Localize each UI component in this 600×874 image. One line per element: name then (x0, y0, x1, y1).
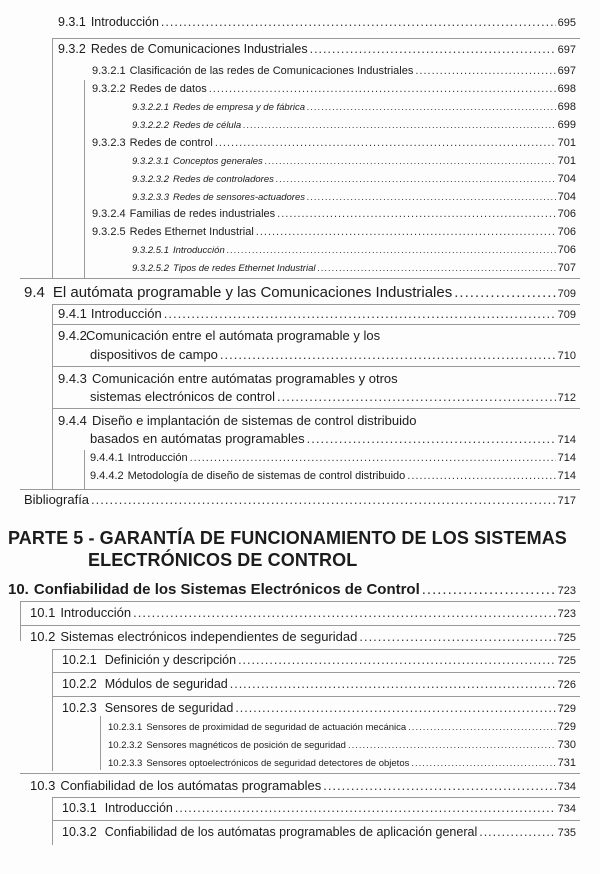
leader-dots (415, 65, 555, 77)
toc-entry[interactable] (92, 137, 576, 149)
toc-entry[interactable] (132, 244, 576, 256)
separator-line (20, 773, 580, 774)
toc-title-continuation: sistemas electrónicos de control (90, 389, 275, 404)
toc-entry[interactable] (30, 629, 576, 644)
toc-entry[interactable] (108, 757, 576, 769)
toc-number: 10.2.3.1 (108, 722, 143, 733)
leader-dots (348, 740, 556, 751)
toc-title: Introducción (127, 452, 188, 464)
toc-page-number: 734 (557, 781, 576, 793)
toc-page-number: 701 (557, 155, 576, 167)
leader-dots (91, 492, 556, 507)
toc-title-continuation: dispositivos de campo (90, 347, 218, 362)
toc-title: Redes de Comunicaciones Industriales (90, 42, 308, 56)
leader-dots (307, 102, 556, 113)
toc-page-number: 726 (557, 679, 576, 691)
separator-line (52, 366, 580, 367)
toc-number: 9.3.2.2 (92, 83, 126, 95)
toc-title: Confiabilidad de los autómatas programables (60, 778, 322, 793)
separator-line (20, 278, 580, 279)
leader-dots (220, 347, 556, 362)
toc-number: 10.3 (30, 778, 56, 793)
toc-title-continuation: basados en autómatas programables (90, 431, 305, 446)
separator-line (20, 625, 580, 626)
toc-entry[interactable] (24, 284, 576, 301)
leader-dots (411, 758, 555, 769)
leader-dots (243, 120, 556, 131)
toc-title: Sensores magnéticos de posición de seguridad (146, 740, 346, 751)
toc-page-number: 699 (557, 119, 576, 131)
toc-page-number: 734 (557, 803, 576, 815)
leader-dots (256, 226, 556, 238)
leader-dots (277, 389, 556, 404)
toc-number: 9.3.2 (58, 42, 86, 56)
separator-line (52, 324, 580, 325)
toc-page-number: 723 (557, 585, 576, 597)
toc-title: Tipos de redes Ethernet Industrial (172, 263, 316, 274)
toc-number: 9.4.1 (58, 306, 87, 321)
leader-dots (161, 15, 556, 29)
toc-number: 9.4.4.2 (90, 470, 124, 482)
leader-dots (164, 306, 556, 321)
separator-line (52, 797, 580, 798)
toc-number: 9.3.2.2.1 (132, 102, 169, 113)
leader-dots (454, 284, 555, 301)
toc-title: Familias de redes industriales (129, 208, 276, 220)
toc-entry[interactable] (62, 677, 576, 691)
toc-title: Confiabilidad de los Sistemas Electrónicos de Control (33, 581, 420, 598)
leader-dots (276, 174, 556, 185)
toc-number: 9.3.2.5.2 (132, 263, 169, 274)
separator-line (52, 820, 580, 821)
separator-line (20, 489, 580, 490)
toc-entry[interactable] (92, 208, 576, 220)
toc-title: Confiabilidad de los autómatas programables de aplicación general (104, 825, 478, 839)
toc-number: 10.2.2 (62, 677, 97, 691)
toc-number: 9.4.3 (58, 371, 87, 386)
toc-entry[interactable] (108, 739, 576, 751)
toc-number: 9.3.2.3.3 (132, 192, 169, 203)
toc-entry[interactable] (132, 101, 576, 113)
toc-page-number: 725 (557, 632, 576, 644)
leader-dots (307, 431, 556, 446)
toc-page-number: 714 (557, 470, 576, 482)
toc-title: Sensores de proximidad de seguridad de actuación mecánica (146, 722, 407, 733)
toc-entry[interactable] (92, 83, 576, 95)
leader-dots (235, 701, 555, 715)
separator-line (84, 80, 85, 278)
separator-line (52, 408, 580, 409)
toc-entry[interactable] (62, 825, 576, 839)
toc-number: 10. (8, 581, 29, 598)
toc-page-number: 710 (557, 350, 576, 362)
leader-dots (408, 722, 555, 733)
toc-title[interactable]: Comunicación entre el autómata programable y los (86, 328, 381, 343)
toc-entry[interactable] (24, 492, 576, 507)
toc-number: 10.1 (30, 605, 56, 620)
toc-page-number: 717 (557, 495, 576, 507)
leader-dots (323, 778, 555, 793)
leader-dots (422, 581, 556, 598)
toc-entry[interactable] (92, 226, 576, 238)
toc-number: 9.3.2.5.1 (132, 245, 169, 256)
toc-number: 9.4.4 (58, 413, 87, 428)
separator-line (20, 601, 21, 641)
toc-title: Redes de controladores (172, 174, 274, 185)
toc-page-number: 714 (557, 452, 576, 464)
toc-page-number: 706 (557, 208, 576, 220)
toc-entry[interactable] (132, 119, 576, 131)
toc-title: Conceptos generales (172, 156, 263, 167)
toc-number: 9.4.2 (58, 328, 87, 343)
leader-dots (317, 263, 555, 274)
leader-dots (209, 83, 556, 95)
toc-number: 10.2.3 (62, 701, 97, 715)
toc-title: Introducción (172, 245, 225, 256)
toc-title: Redes Ethernet Industrial (129, 226, 254, 238)
leader-dots (307, 192, 556, 203)
toc-page-number: 709 (557, 288, 576, 300)
toc-entry[interactable] (132, 155, 576, 167)
toc-page-number: 698 (557, 83, 576, 95)
toc-number: 10.3.1 (62, 801, 97, 815)
toc-page-number: 714 (557, 434, 576, 446)
toc-title: Redes de datos (129, 83, 207, 95)
toc-title: Sistemas electrónicos independientes de seguridad (60, 629, 358, 644)
toc-number: 10.3.2 (62, 825, 97, 839)
toc-page-number: 706 (557, 244, 576, 256)
leader-dots (230, 677, 556, 691)
separator-line (52, 649, 53, 771)
toc-entry[interactable] (132, 173, 576, 185)
toc-page-number: 735 (557, 827, 576, 839)
toc-entry[interactable] (62, 801, 576, 815)
leader-dots (479, 825, 555, 839)
toc-entry[interactable] (58, 42, 576, 56)
toc-page-number: 707 (557, 262, 576, 274)
leader-dots (238, 653, 556, 667)
toc-title: Definición y descripción (104, 653, 237, 667)
toc-title: Introducción (60, 605, 132, 620)
toc-number: 10.2.3.3 (108, 758, 143, 769)
toc-title: Bibliografía (24, 492, 90, 507)
leader-dots (310, 42, 556, 56)
toc-title: Sensores optoelectrónicos de seguridad detectores de objetos (146, 758, 410, 769)
toc-number: 9.3.2.5 (92, 226, 126, 238)
toc-title: Introducción (104, 801, 173, 815)
toc-page-number: 712 (557, 392, 576, 404)
separator-line (100, 716, 101, 770)
toc-title[interactable]: Comunicación entre autómatas programables y otros (92, 371, 398, 386)
toc-title: Metodología de diseño de sistemas de control distribuido (127, 470, 406, 482)
toc-chapter-entry[interactable] (8, 581, 576, 598)
toc-entry[interactable] (30, 605, 576, 620)
separator-line (20, 601, 580, 602)
toc-entry[interactable] (132, 262, 576, 274)
toc-page-number: 706 (557, 226, 576, 238)
toc-title: Redes de sensores-actuadores (172, 192, 306, 203)
separator-line (52, 649, 580, 650)
toc-number: 10.2.1 (62, 653, 97, 667)
toc-page-number: 725 (557, 655, 576, 667)
toc-title: Módulos de seguridad (104, 677, 228, 691)
toc-number: 9.4 (24, 284, 45, 301)
leader-dots (215, 137, 556, 149)
separator-line (52, 797, 53, 845)
toc-entry[interactable] (62, 701, 576, 715)
toc-entry[interactable] (90, 389, 576, 404)
toc-entry[interactable] (108, 721, 576, 733)
toc-page-number: 709 (557, 309, 576, 321)
part-heading: PARTE 5 - GARANTÍA DE FUNCIONAMIENTO DE LOS SISTEMAS (8, 528, 567, 548)
toc-number: 9.3.2.2.2 (132, 120, 169, 131)
toc-number: 9.3.1 (58, 15, 86, 29)
toc-entry[interactable] (90, 347, 576, 362)
leader-dots (407, 470, 555, 482)
toc-number: 9.3.2.4 (92, 208, 126, 220)
toc-page-number: 701 (557, 137, 576, 149)
leader-dots (133, 605, 556, 620)
toc-entry[interactable] (92, 65, 576, 77)
toc-page-number: 698 (557, 101, 576, 113)
leader-dots (227, 245, 556, 256)
toc-title: Sensores de seguridad (104, 701, 234, 715)
leader-dots (265, 156, 556, 167)
separator-line (52, 672, 580, 673)
toc-number: 9.3.2.1 (92, 65, 126, 77)
toc-entry[interactable] (90, 470, 576, 482)
toc-number: 9.3.2.3.1 (132, 156, 169, 167)
toc-entry[interactable] (132, 191, 576, 203)
toc-number: 9.3.2.3 (92, 137, 126, 149)
toc-page-number: 695 (557, 17, 576, 29)
toc-title: Redes de célula (172, 120, 242, 131)
separator-line (52, 304, 580, 305)
toc-number: 10.2 (30, 629, 56, 644)
toc-entry[interactable] (58, 306, 576, 321)
toc-entry[interactable] (90, 431, 576, 446)
separator-line (84, 450, 85, 490)
toc-entry[interactable] (58, 15, 576, 29)
toc-page-number: 723 (557, 608, 576, 620)
leader-dots (190, 452, 556, 464)
toc-title: Redes de empresa y de fábrica (172, 102, 306, 113)
separator-line (52, 696, 580, 697)
toc-title: Introducción (90, 306, 162, 321)
toc-title[interactable]: Diseño e implantación de sistemas de control distribuido (92, 413, 417, 428)
toc-number: 10.2.3.2 (108, 740, 143, 751)
toc-entry[interactable] (90, 452, 576, 464)
toc-number: 9.4.4.1 (90, 452, 124, 464)
toc-title: El autómata programable y las Comunicaciones Industriales (52, 284, 453, 301)
toc-entry[interactable] (62, 653, 576, 667)
toc-page-number: 729 (557, 721, 576, 733)
toc-page-number: 704 (557, 173, 576, 185)
toc-page-number: 730 (557, 739, 576, 751)
toc-page-number: 697 (557, 44, 576, 56)
part-heading-continuation: ELECTRÓNICOS DE CONTROL (88, 550, 358, 570)
separator-line (52, 304, 53, 490)
toc-page-number: 729 (557, 703, 576, 715)
leader-dots (277, 208, 555, 220)
toc-number: 9.3.2.3.2 (132, 174, 169, 185)
toc-title: Introducción (90, 15, 159, 29)
separator-line (52, 38, 53, 278)
toc-page-number: 704 (557, 191, 576, 203)
leader-dots (175, 801, 556, 815)
toc-page-number: 731 (557, 757, 576, 769)
leader-dots (359, 629, 555, 644)
toc-title: Clasificación de las redes de Comunicaciones Industriales (129, 65, 414, 77)
separator-line (52, 38, 580, 39)
toc-entry[interactable] (30, 778, 576, 793)
toc-title: Redes de control (129, 137, 213, 149)
toc-page-number: 697 (557, 65, 576, 77)
